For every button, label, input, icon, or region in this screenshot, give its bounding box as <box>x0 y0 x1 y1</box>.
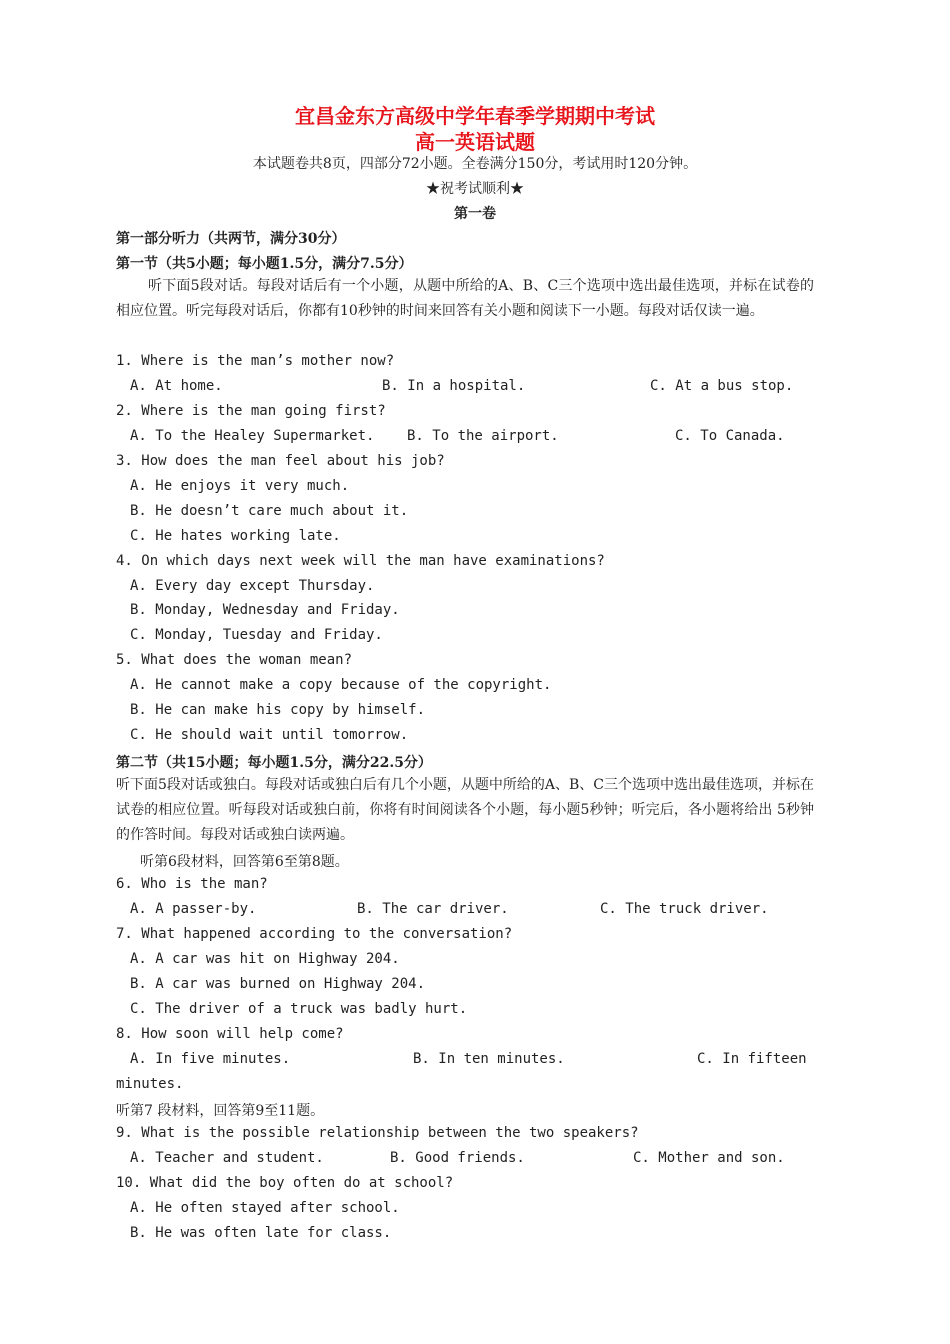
question-4: 4. On which days next week will the man have examinations? <box>116 553 605 569</box>
option-c: C. The driver of a truck was badly hurt. <box>130 1001 468 1017</box>
option-a: A. A car was hit on Highway 204. <box>130 951 400 967</box>
option-c: C. The truck driver. <box>600 901 769 917</box>
section2-heading: 第二节（共15小题；每小题1.5分，满分22.5分） <box>116 755 432 771</box>
question-2: 2. Where is the man going first? <box>116 403 386 419</box>
option-a: A. He often stayed after school. <box>130 1200 400 1216</box>
option-b: B. Good friends. <box>390 1150 525 1166</box>
option-a: A. At home. <box>130 378 223 394</box>
option-a: A. In five minutes. <box>130 1051 291 1067</box>
option-b: B. The car driver. <box>357 901 509 917</box>
question-6: 6. Who is the man? <box>116 876 268 892</box>
option-c: C. Mother and son. <box>633 1150 785 1166</box>
option-c: C. In fifteen <box>697 1051 807 1067</box>
section1-heading: 第一节（共5小题；每小题1.5分，满分7.5分） <box>116 256 413 272</box>
question-5: 5. What does the woman mean? <box>116 652 353 668</box>
part1-heading: 第一部分听力（共两节，满分30分） <box>116 231 346 247</box>
option-b: B. Monday, Wednesday and Friday. <box>130 602 400 618</box>
question-3: 3. How does the man feel about his job? <box>116 453 445 469</box>
option-c: C. Monday, Tuesday and Friday. <box>130 627 383 643</box>
exam-wish: ★祝考试顺利★ <box>426 181 524 197</box>
question-7: 7. What happened according to the conversation? <box>116 926 513 942</box>
option-b: B. He was often late for class. <box>130 1225 392 1241</box>
material-6-note: 听第6段材料，回答第6至第8题。 <box>140 854 349 870</box>
option-c: C. To Canada. <box>675 428 785 444</box>
option-c: C. He hates working late. <box>130 528 341 544</box>
option-c: C. At a bus stop. <box>650 378 794 394</box>
section1-instructions: 听下面5段对话。每段对话后有一个小题，从题中所给的A、B、C三个选项中选出最佳选项，并标在试卷的相应位置。听完每段对话后，你都有10秒钟的时间来回答有关小题和阅读下一小题。每段对话仅读一遍。 <box>116 278 814 319</box>
question-9: 9. What is the possible relationship between the two speakers? <box>116 1125 639 1141</box>
exam-info: 本试题卷共8页，四部分72小题。全卷满分150分，考试用时120分钟。 <box>252 156 698 172</box>
option-a: A. A passer-by. <box>130 901 257 917</box>
option-b: B. He can make his copy by himself. <box>130 702 426 718</box>
option-b: B. In a hospital. <box>382 378 526 394</box>
question-1: 1. Where is the man’s mother now? <box>116 353 395 369</box>
section2-instructions: 听下面5段对话或独白。每段对话或独白后有几个小题，从题中所给的A、B、C三个选项中选出最佳选项，并标在试卷的相应位置。听每段对话或独白前，你将有时间阅读各个小题，每小题5秒钟；听完后，各小题将给出 5秒钟的作答时间。每段对话或独白读两遍。 <box>116 777 815 843</box>
question-10: 10. What did the boy often do at school? <box>116 1175 454 1191</box>
volume-heading: 第一卷 <box>454 206 496 222</box>
option-b: B. He doesn’t care much about it. <box>130 503 409 519</box>
option-b: B. In ten minutes. <box>413 1051 565 1067</box>
option-a: A. He enjoys it very much. <box>130 478 350 494</box>
option-a: A. He cannot make a copy because of the copyright. <box>130 677 552 693</box>
material-7-note: 听第7 段材料，回答第9至11题。 <box>116 1103 325 1119</box>
option-b: B. To the airport. <box>407 428 559 444</box>
option-c-continued: minutes. <box>116 1076 184 1092</box>
question-8: 8. How soon will help come? <box>116 1026 344 1042</box>
exam-title: 宜昌金东方高级中学年春季学期期中考试 <box>295 104 655 128</box>
option-b: B. A car was burned on Highway 204. <box>130 976 426 992</box>
option-c: C. He should wait until tomorrow. <box>130 727 409 743</box>
option-a: A. Every day except Thursday. <box>130 578 375 594</box>
option-a: A. To the Healey Supermarket. <box>130 428 375 444</box>
option-a: A. Teacher and student. <box>130 1150 324 1166</box>
exam-subtitle: 高一英语试题 <box>415 130 535 154</box>
